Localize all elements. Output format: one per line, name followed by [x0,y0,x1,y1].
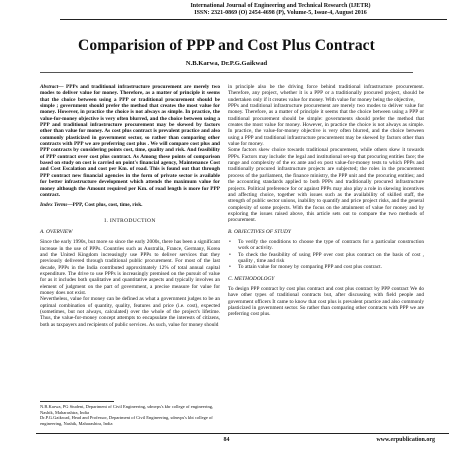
index-terms [40,202,220,208]
abstract-label: Abstract [40,84,59,90]
objectives-list [228,239,424,271]
abstract [40,84,220,198]
subsection-methodology-heading: C. METHODOLOGY [228,275,275,282]
list-item: • To check the feasibility of using PPP over cost plus contract on the basis of cost , quality , time and risk [228,252,424,265]
index-terms-text: —PPP, Cost plus, cost, time, risk. [67,202,143,209]
page-number: 84 [223,437,230,443]
footnote-author-1: N.B.Karwa, PG Student, Department of Civil Engineering, sdmvps's kbr college of engineering, Nashik, Maharashtra, India [40,404,214,415]
overview-paragraph-2: Nevertheless, value for money can be defined as what a government judges to be an optimal combination of quantity, quality, features and price (i.e. cost), expected (sometimes, but not always, calculated) over the whole of the project's lifetime. Thus, the value-for-money concept attempts to encapsulate the interests of citizens, both as taxpayers and recipients of public services. As such, value for money should [40,296,220,328]
journal-meta: ISSN: 2321-0869 (O) 2454-4698 (P), Volume-5, Issue-4, August 2016 [194,10,367,16]
right-column [228,84,424,318]
methodology-paragraph: To design PPP contract by cost plus contract and cost plus contract by PPP contract We do have other types of traditional contracts but, after discussing with field people and government officers It came to know that cost plus is prevalent practice and also commonly plasticized in government sector. So rather than comparing other contracts with PPP we are preferring cost plus. [228,285,424,318]
right-paragraph-3: Some factors skew choice towards traditional procurement, while others skew it towards PPPs. Factors may include: the legal and institutional set-up that procuring entities face; the range and complexity of the ex ante and ex post value-for-money tests to which PPPs and traditionally procured infrastructure projects are subjected; the roles in the procurement process of the parliament, the finance ministry, the PPP unit and the procuring entities; and the accounting standards applied to both PPPs and traditionally procured infrastructure projects. Political preference for or against PPPs may also play a role in skewing incentives and affecting choice, together with issues such as the availability of skilled staff, the strength of public sector unions, inability to quantify and price project risks, and the general complexity of some projects. With the focus on the attainment of value for money and by exploring the issues raised above, this article sets out to compare the two methods of procurement. [228,147,424,224]
right-paragraph-2: PPPs and traditional infrastructure procurement are merely two modes to deliver value for money. Therefore, as a matter of principle it seems that the choice between using a PPP or traditional procurement should be simple: governments should prefer the method that creates the most value for money. However, in practice the choice is not always as simple. In practice, the value-for-money objective is very often blurred, and the choice between using a PPP and traditional infrastructure procurement may be skewed by factors other than value for money. [228,103,424,148]
subsection-overview-heading: A. OVERVIEW [40,228,73,235]
authors-rule [40,72,413,73]
subsection-objectives-heading: B. OBJECTIVES OF STUDY [228,228,291,235]
footer-rule [36,433,449,434]
journal-header [120,3,441,17]
section-introduction-heading: I. INTRODUCTION [104,217,156,224]
footnote-author-2: Dr.P.G.Gaikwad, Head and Professor, Department of Civil Engineering, sdmvps's kbt college of engineering, Nashik, Maharashtra, India [40,415,213,426]
header-rule [60,19,447,20]
footnote-rule [40,401,114,402]
list-item: • To attain value for money by comparing PPP and cost plus contract. [228,264,424,270]
publisher-website: www.erpublication.org [376,437,435,443]
abstract-text: — PPPs and traditional infrastructure procurement are merely two modes to deliver value for money. Therefore, as a matter of principle it seems that the choice between using a PPP or traditional procurement should be simple ; government should prefer the method that creates the most value for money. However, in practice the choice is not always as simple. In practice, the value-for-money objective is very often blurred, and the choice between using a PPP and traditional infrastructure procurement may be skewed by factors other than value for money. As cost plus contract is prevalent practice and also commonly plasticized in government sector, so rather than comparing other contracts with PPP we are preferring cost plus . We will compare cost plus and PPP contracts by considering points cost, time, quality and risk. And feasibility of PPP contract over cost plus contract. As Among these points of comparison based on study on cost is carried on point's financial agency, Maintenance Cost and Cost Escalation and cost per Km. of road. This is found out that through PPP contract new financial agencies in the form of private sector is available for better infrastructure development which attends the maximum value for money although the Amount required per Km. of road length is more for PPP contract. [40,84,220,198]
overview-paragraph-1: Since the early 1990s, but more so since the early 2000s, there has been a significant increase in the use of PPPs. Countries such as Australia, France, Germany, Korea and the United Kingdom increasingly use PPPs to deliver services that they previously delivered through traditional public procurement. For most of the last decade, PPPs in the India contributed approximately 12% of total annual capital expenditure. The drive to use PPPs is increasingly premised on the pursuit of value for as it includes both qualitative and quantitative aspects and typically involves an element of judgment on the part of government, a precise measure for value for money does not exist. [40,239,220,296]
right-paragraph-1: in principle also be the driving force behind traditional infrastructure procurement. Therefore, any project, whether it is a PPP or a traditionally procured project, should be undertaken only if it creates value for money. With value for money being the objective, [228,84,424,103]
journal-name: International Journal of Engineering and Technical Research (IJETR) [190,3,371,9]
paper-authors: N.B.Karwa, Dr.P.G.Gaikwad [185,60,268,67]
paper-title: Comparision of PPP and Cost Plus Contract [78,37,375,54]
left-column [40,84,220,328]
list-item: • To verify the conditions to choose the type of contracts for a particular construction work or activity. [228,239,424,252]
author-footnotes [40,404,224,426]
index-terms-label: Index Terms [40,202,68,209]
